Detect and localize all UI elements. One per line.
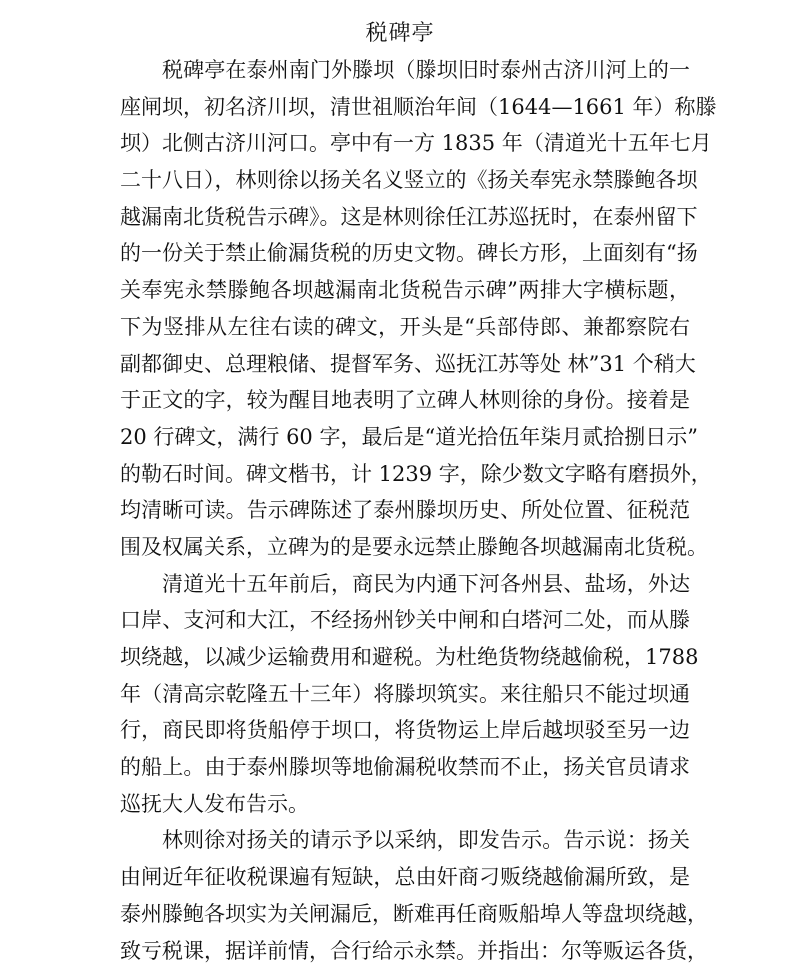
paragraph-line: 20 行碑文，满行 60 字，最后是“道光拾伍年柒月贰拾捌日示”: [120, 419, 690, 456]
paragraph-line: 林则徐对扬关的请示予以采纳，即发告示。告示说：扬关: [120, 822, 690, 859]
paragraph-line: 年（清高宗乾隆五十三年）将滕坝筑实。来往船只不能过坝通: [120, 676, 690, 713]
paragraph-line: 坝）北侧古济川河口。亭中有一方 1835 年（清道光十五年七月: [120, 125, 690, 162]
paragraph-line: 泰州滕鲍各坝实为关闸漏卮，断难再任商贩船埠人等盘坝绕越，: [120, 896, 690, 933]
paragraph-line: 口岸、支河和大江，不经扬州钞关中闸和白塔河二处，而从滕: [120, 602, 690, 639]
paragraph-line: 的船上。由于泰州滕坝等地偷漏税收禁而不止，扬关官员请求: [120, 749, 690, 786]
paragraph-line: 于正文的字，较为醒目地表明了立碑人林则徐的身份。接着是: [120, 382, 690, 419]
paragraph-line: 越漏南北货税告示碑》。这是林则徐任江苏巡抚时，在泰州留下: [120, 199, 690, 236]
paragraph-line: 巡抚大人发布告示。: [120, 786, 690, 823]
paragraph-line: 坝绕越，以减少运输费用和避税。为杜绝货物绕越偷税，1788: [120, 639, 690, 676]
paragraph-line: 下为竖排从左往右读的碑文，开头是“兵部侍郎、兼都察院右: [120, 309, 690, 346]
paragraph-line: 行，商民即将货船停于坝口，将货物运上岸后越坝驳至另一边: [120, 712, 690, 749]
paragraph-line: 致亏税课，据详前情，合行给示永禁。并指出：尔等贩运各货，: [120, 933, 690, 969]
paragraph-line: 围及权属关系，立碑为的是要永远禁止滕鲍各坝越漏南北货税。: [120, 529, 690, 566]
paragraph-line: 副都御史、总理粮储、提督军务、巡抚江苏等处 林”31 个稍大: [120, 346, 690, 383]
paragraph-line: 均清晰可读。告示碑陈述了泰州滕坝历史、所处位置、征税范: [120, 492, 690, 529]
paragraph-line: 关奉宪永禁滕鲍各坝越漏南北货税告示碑”两排大字横标题，: [120, 272, 690, 309]
document-title: 税碑亭: [0, 18, 800, 50]
paragraph-line: 由闸近年征收税课遍有短缺，总由奸商刁贩绕越偷漏所致，是: [120, 859, 690, 896]
paragraph-line: 二十八日），林则徐以扬关名义竖立的《扬关奉宪永禁滕鲍各坝: [120, 162, 690, 199]
paragraph-line: 的勒石时间。碑文楷书，计 1239 字，除少数文字略有磨损外，: [120, 456, 690, 493]
paragraph-line: 座闸坝，初名济川坝，清世祖顺治年间（1644—1661 年）称滕: [120, 89, 690, 126]
paragraph-line: 清道光十五年前后，商民为内通下河各州县、盐场，外达: [120, 566, 690, 603]
paragraph-line: 税碑亭在泰州南门外滕坝（滕坝旧时泰州古济川河上的一: [120, 52, 690, 89]
paragraph-line: 的一份关于禁止偷漏货税的历史文物。碑长方形，上面刻有“扬: [120, 235, 690, 272]
document-body: [120, 52, 690, 969]
